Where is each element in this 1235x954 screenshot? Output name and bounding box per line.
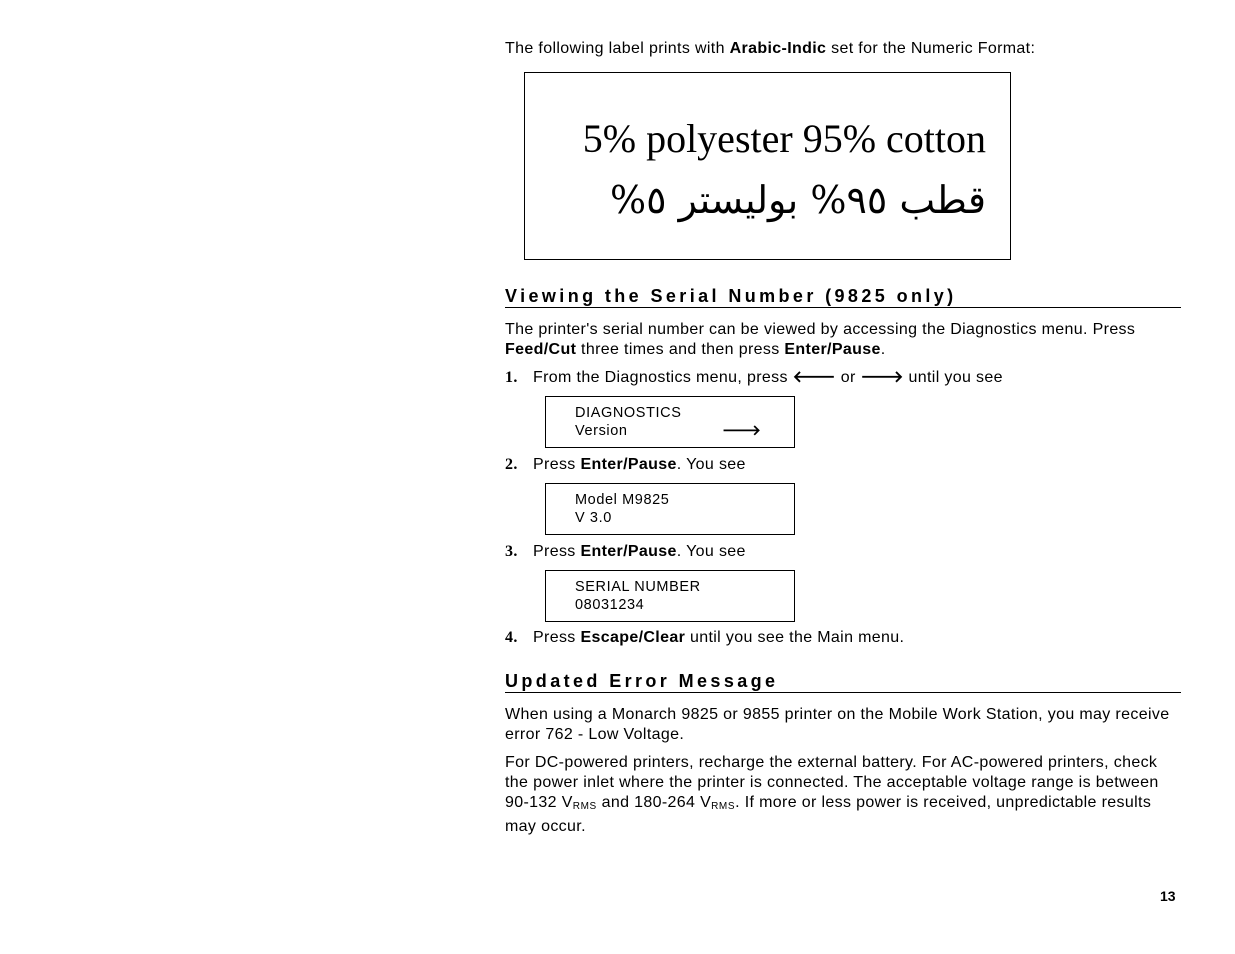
- intro-text: The following label prints with Arabic-Indic set for the Numeric Format:: [505, 40, 1036, 57]
- label-english-text: 5% polyester 95% cotton: [582, 116, 986, 161]
- display-line-2: V 3.0: [575, 510, 612, 526]
- step-3: 3. Press Enter/Pause. You see: [505, 543, 746, 560]
- display-line-1: SERIAL NUMBER: [575, 579, 701, 595]
- page-number: 13: [1160, 888, 1176, 904]
- step-number: 4.: [505, 629, 518, 646]
- step-4: 4. Press Escape/Clear until you see the Main menu.: [505, 629, 905, 646]
- serial-intro-paragraph: The printer's serial number can be viewed by accessing the Diagnostics menu. Press Feed/Cut three times and then press Enter/Pause.: [505, 321, 1136, 358]
- step-number: 2.: [505, 456, 518, 473]
- step-number: 3.: [505, 543, 518, 560]
- error-section-heading: Updated Error Message: [505, 670, 1181, 693]
- display-line-1: Model M9825: [575, 492, 670, 508]
- step-2: 2. Press Enter/Pause. You see: [505, 456, 746, 473]
- right-arrow-icon: 🡒: [722, 423, 762, 439]
- label-arabic-text: قطب ٩٥% بوليستر ٥%: [610, 178, 986, 222]
- serial-section-heading: Viewing the Serial Number (9825 only): [505, 285, 1181, 308]
- right-arrow-icon: 🡒: [860, 369, 904, 386]
- display-line-1: DIAGNOSTICS: [575, 405, 682, 421]
- display-line-2: Version: [575, 423, 628, 439]
- error-paragraph-1: When using a Monarch 9825 or 9855 printer on the Mobile Work Station, you may receive error 762 - Low Voltage.: [505, 706, 1170, 743]
- left-arrow-icon: 🡐: [792, 369, 836, 386]
- label-sample-box: [524, 72, 1011, 260]
- display-serial-number: [545, 570, 795, 622]
- display-line-2: 08031234: [575, 597, 645, 613]
- error-paragraph-2: For DC-powered printers, recharge the external battery. For AC-powered printers, check the power inlet where the printer is connected. The acceptable voltage range is between 90-132 $V_{RMS}$ and 180-264 $V_{RMS}$. If more or less power is received, unpredictable results may occur.: [505, 754, 1159, 835]
- step-1: 1. From the Diagnostics menu, press 🡐 or 🡒 until you see: [505, 369, 1003, 386]
- display-diagnostics: [545, 396, 795, 448]
- step-number: 1.: [505, 369, 518, 386]
- display-model: [545, 483, 795, 535]
